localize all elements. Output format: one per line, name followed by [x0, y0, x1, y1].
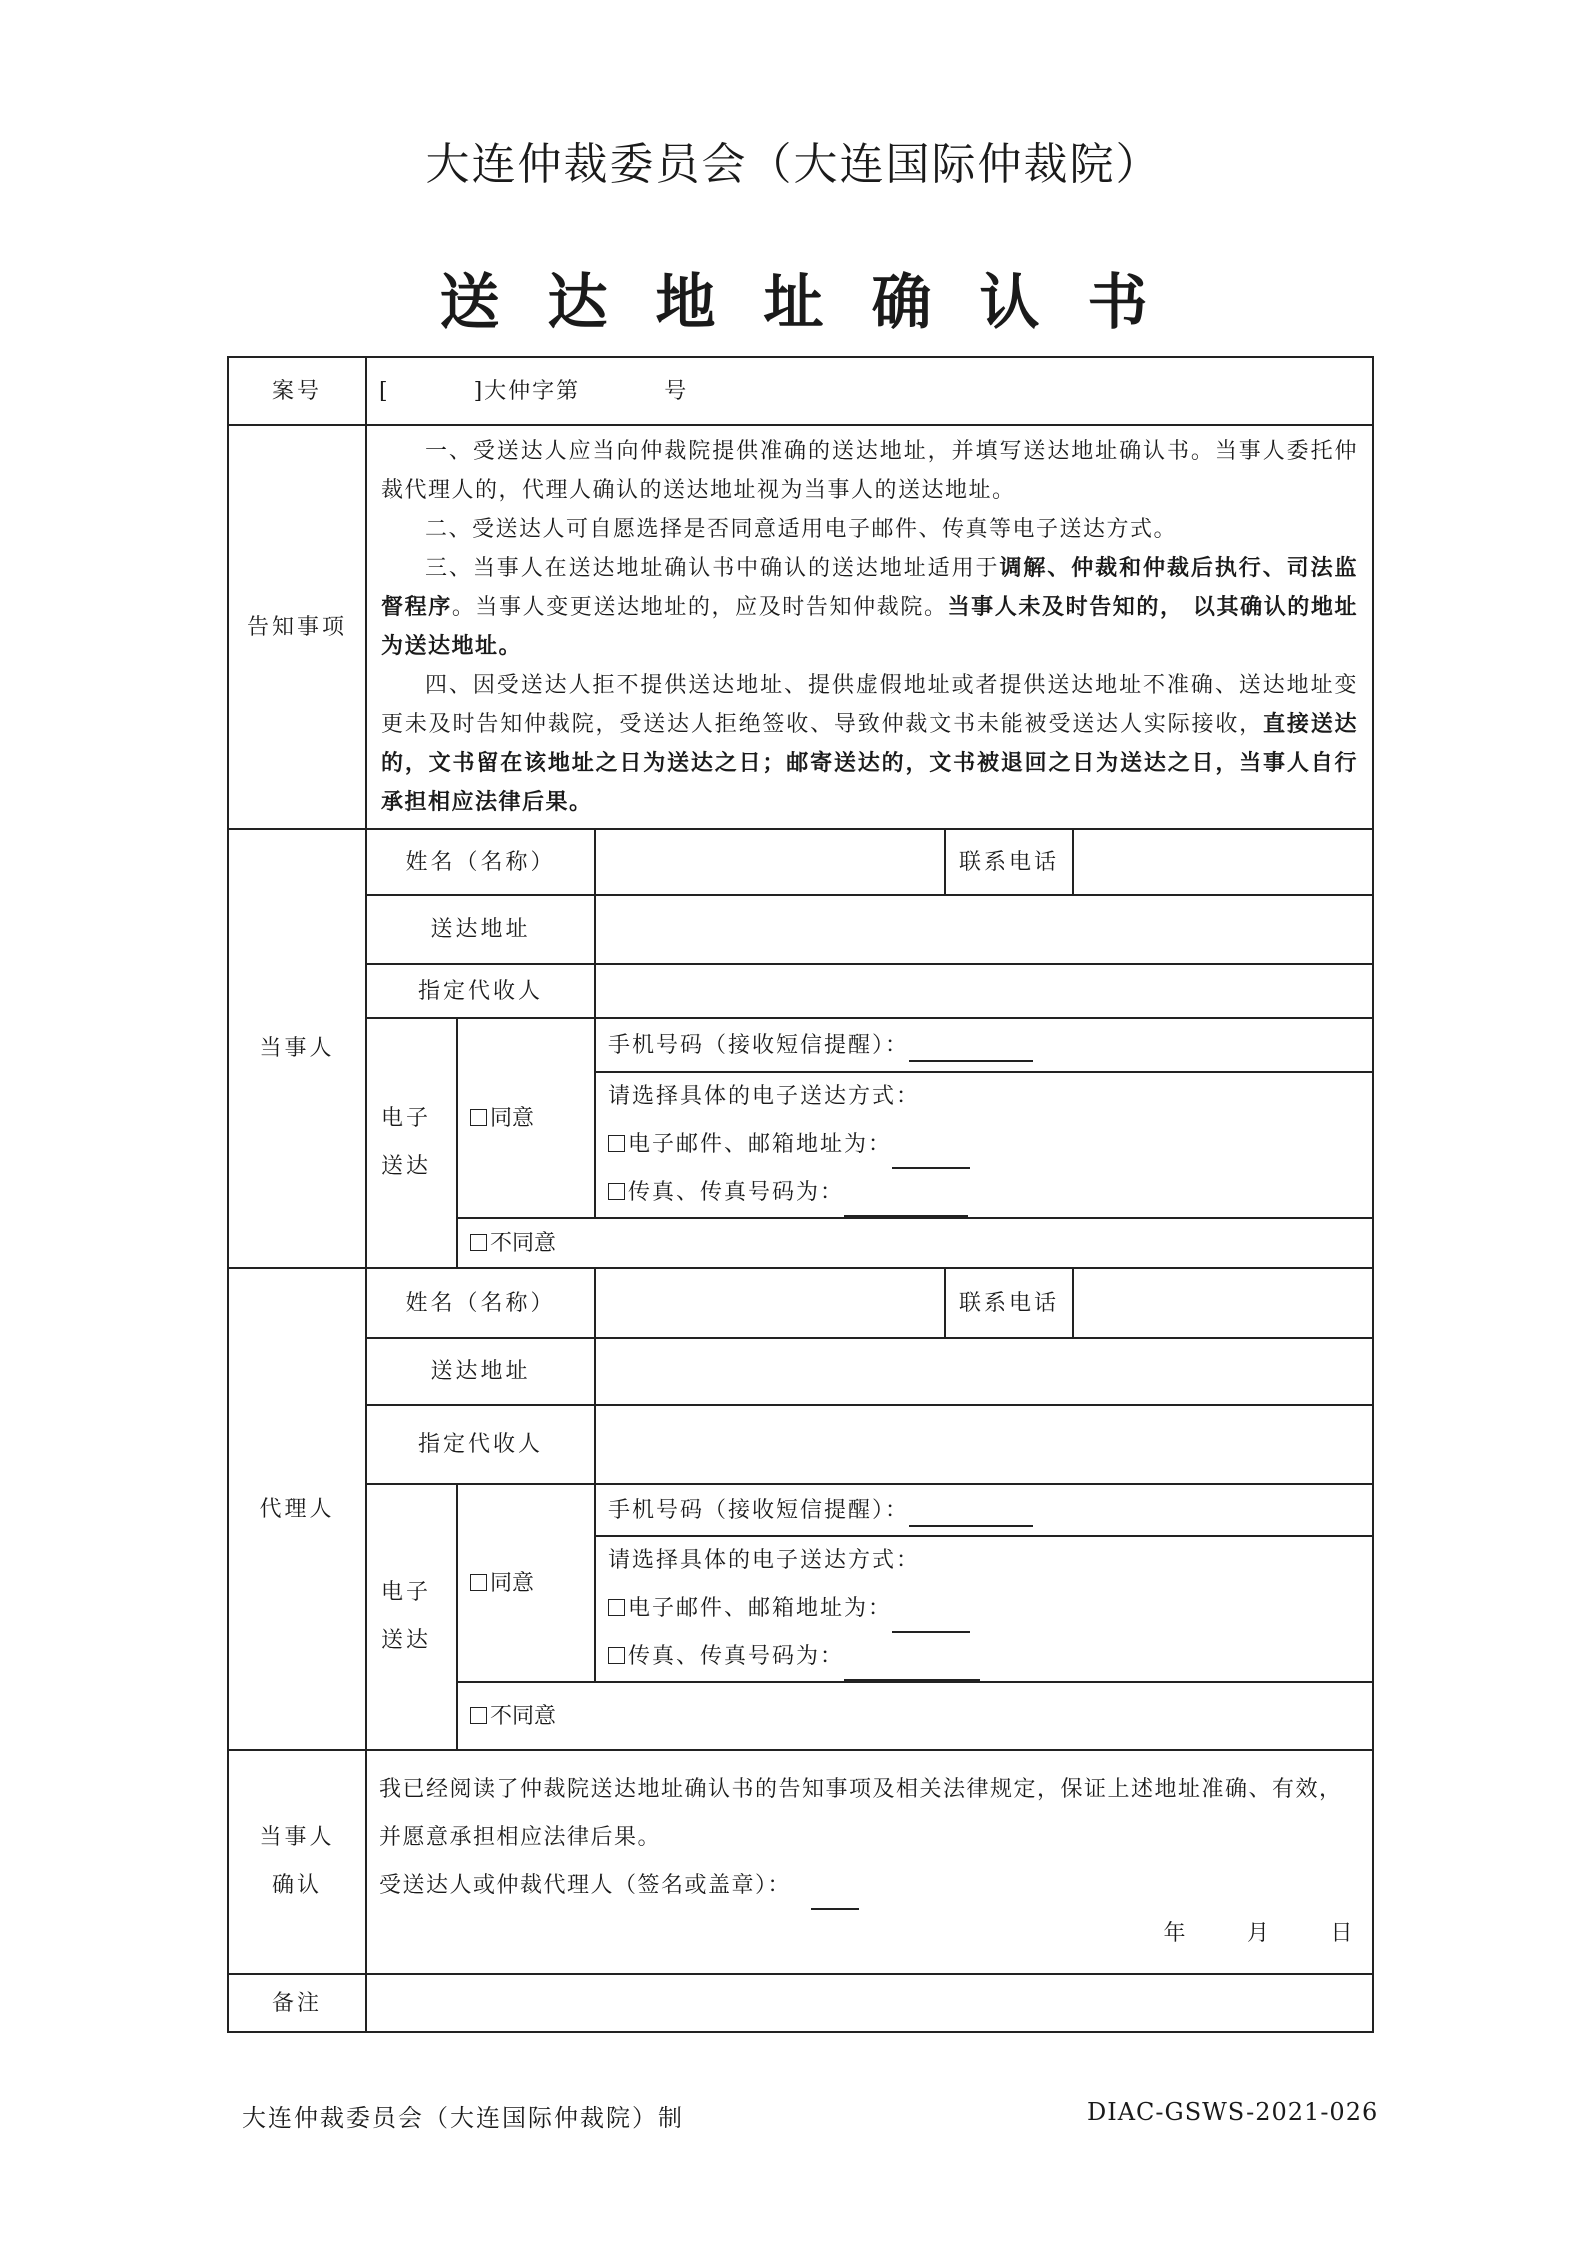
party-edelivery-methods [595, 1072, 1373, 1218]
notice-paragraph-3: 三、当事人在送达地址确认书中确认的送达地址适用于调解、仲裁和仲裁后执行、司法监督程序。当事人变更送达地址的，应及时告知仲裁院。当事人未及时告知的， 以其确认的地址为送达地址。 [381, 555, 1359, 659]
representative-phone-input[interactable] [1073, 1268, 1373, 1338]
representative-name-label: 姓名（名称） [366, 1268, 595, 1338]
party-agree-option[interactable]: 同意 [457, 1018, 595, 1218]
checkbox-icon[interactable] [608, 1183, 625, 1200]
party-mobile-row[interactable]: 手机号码（接收短信提醒）： [595, 1018, 1373, 1072]
party-name-input[interactable] [595, 829, 945, 895]
representative-edelivery-methods [595, 1536, 1373, 1682]
checkbox-icon[interactable] [470, 1109, 487, 1126]
party-phone-input[interactable] [1073, 829, 1373, 895]
footer-maker: 大连仲裁委员会（大连国际仲裁院）制 [242, 2104, 684, 2132]
party-address-input[interactable] [595, 895, 1373, 964]
checkbox-icon[interactable] [608, 1599, 625, 1616]
notice-paragraph-1: 一、受送达人应当向仲裁院提供准确的送达地址，并填写送达地址确认书。当事人委托仲裁代理人的，代理人确认的送达地址视为当事人的送达地址。 [381, 439, 1359, 503]
date-line[interactable]: 年 月 日 [1163, 1921, 1355, 1946]
party-edelivery-label: 电子 送达 [366, 1018, 457, 1268]
address-confirmation-form [227, 356, 1374, 2033]
representative-section-label: 代理人 [228, 1268, 366, 1750]
party-email-option[interactable]: 电子邮件、邮箱地址为： [608, 1121, 1360, 1169]
party-name-label: 姓名（名称） [366, 829, 595, 895]
confirmation-label: 当事人 确认 [228, 1750, 366, 1974]
representative-address-label: 送达地址 [366, 1338, 595, 1405]
party-disagree-option[interactable]: 不同意 [457, 1218, 1373, 1268]
party-mobile-blank[interactable] [909, 1038, 1033, 1062]
checkbox-icon[interactable] [470, 1574, 487, 1591]
organization-title: 大连仲裁委员会（大连国际仲裁院） [425, 139, 1162, 190]
case-number-field[interactable] [366, 357, 1373, 425]
representative-phone-label: 联系电话 [945, 1268, 1073, 1338]
case-bracket-close: ]大仲字第 [473, 378, 581, 404]
checkbox-icon[interactable] [470, 1707, 487, 1724]
case-number-label: 案号 [228, 357, 366, 425]
document-title: 送达地址确认书 [439, 268, 1196, 338]
case-bracket-open: [ [379, 378, 390, 404]
representative-mobile-blank[interactable] [909, 1503, 1033, 1527]
representative-collector-label: 指定代收人 [366, 1405, 595, 1484]
party-collector-label: 指定代收人 [366, 964, 595, 1018]
representative-disagree-option[interactable]: 不同意 [457, 1682, 1373, 1750]
footer-document-code: DIAC-GSWS-2021-026 [1087, 2098, 1379, 2126]
remarks-input[interactable] [366, 1974, 1373, 2032]
case-number-suffix: 号 [664, 378, 689, 404]
notice-content [366, 425, 1373, 829]
notice-label: 告知事项 [228, 425, 366, 829]
party-fax-option[interactable]: 传真、传真号码为： [608, 1169, 1360, 1217]
party-collector-input[interactable] [595, 964, 1373, 1018]
party-section-label: 当事人 [228, 829, 366, 1268]
remarks-label: 备注 [228, 1974, 366, 2032]
party-phone-label: 联系电话 [945, 829, 1073, 895]
representative-edelivery-label: 电子 送达 [366, 1484, 457, 1750]
representative-agree-option[interactable]: 同意 [457, 1484, 595, 1682]
representative-email-option[interactable]: 电子邮件、邮箱地址为： [608, 1585, 1360, 1633]
checkbox-icon[interactable] [608, 1135, 625, 1152]
representative-collector-input[interactable] [595, 1405, 1373, 1484]
signature-line[interactable]: 受送达人或仲裁代理人（签名或盖章）： [379, 1862, 1360, 1910]
representative-choose-text: 请选择具体的电子送达方式： [608, 1548, 921, 1573]
representative-fax-option[interactable]: 传真、传真号码为： [608, 1633, 1360, 1681]
representative-mobile-row[interactable]: 手机号码（接收短信提醒）： [595, 1484, 1373, 1536]
checkbox-icon[interactable] [608, 1647, 625, 1664]
party-address-label: 送达地址 [366, 895, 595, 964]
checkbox-icon[interactable] [470, 1234, 487, 1251]
party-choose-text: 请选择具体的电子送达方式： [608, 1084, 921, 1109]
confirmation-content [366, 1750, 1373, 1974]
notice-paragraph-4: 四、因受送达人拒不提供送达地址、提供虚假地址或者提供送达地址不准确、送达地址变更未及时告知仲裁院，受送达人拒绝签收、导致仲裁文书未能被受送达人实际接收，直接送达的，文书留在该地址之日为送达之日；邮寄送达的，文书被退回之日为送达之日，当事人自行承担相应法律后果。 [381, 673, 1359, 815]
representative-address-input[interactable] [595, 1338, 1373, 1405]
notice-paragraph-2: 二、受送达人可自愿选择是否同意适用电子邮件、传真等电子送达方式。 [425, 517, 1178, 542]
representative-name-input[interactable] [595, 1268, 945, 1338]
confirmation-statement: 我已经阅读了仲裁院送达地址确认书的告知事项及相关法律规定，保证上述地址准确、有效，并愿意承担相应法律后果。 [379, 1777, 1343, 1850]
